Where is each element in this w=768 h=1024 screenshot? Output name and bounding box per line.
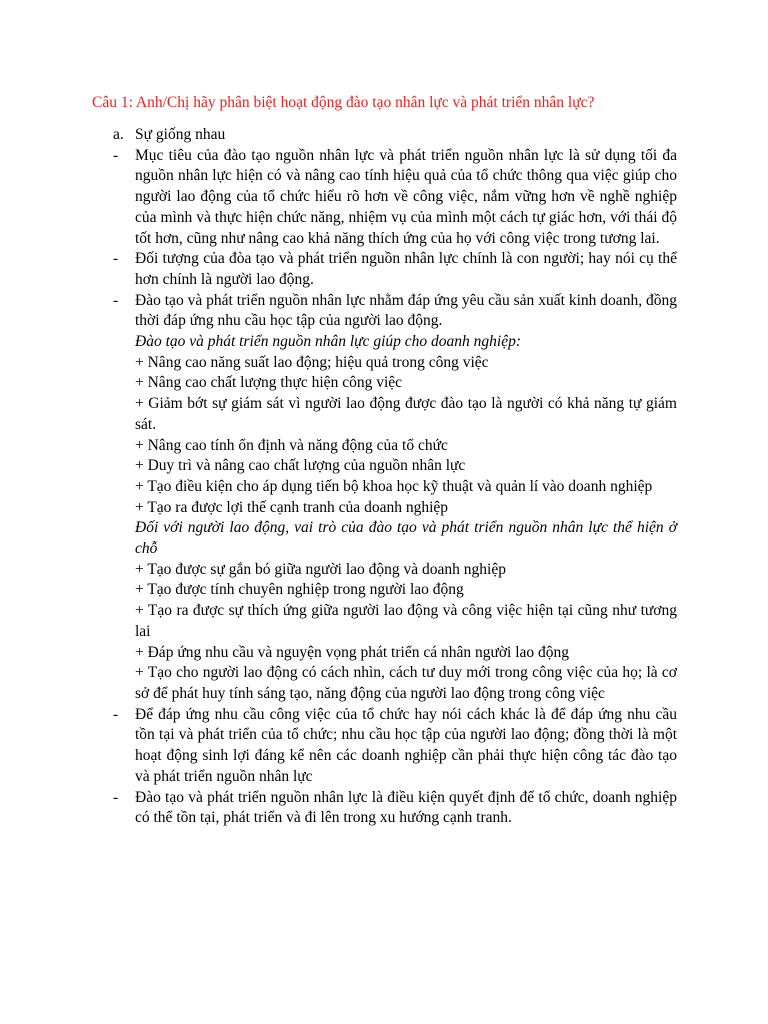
bullet-marker: - bbox=[113, 788, 119, 806]
section-a bbox=[113, 125, 677, 146]
enterprise-point: + Tạo ra được lợi thế cạnh tranh của doanh nghiệp bbox=[135, 498, 449, 516]
enterprise-point: + Nâng cao tính ổn định và năng động của tổ chức bbox=[135, 436, 448, 454]
section-label: Sự giống nhau bbox=[135, 126, 226, 143]
worker-point: + Tạo ra được sự thích ứng giữa người lao động và công việc hiện tại cũng như tương lai bbox=[135, 602, 677, 640]
section-marker: a. bbox=[113, 126, 124, 143]
bullet-text: Đào tạo và phát triển nguồn nhân lực là điều kiện quyết định để tổ chức, doanh nghiệp có thể tồn tại, phát triển và đi lên trong xu hướng cạnh tranh. bbox=[135, 788, 677, 827]
question-title: Câu 1: Anh/Chị hãy phân biệt hoạt động đào tạo nhân lực và phát triển nhân lực? bbox=[92, 94, 595, 111]
bullet-text: Mục tiêu của đào tạo nguồn nhân lực và phát triển nguồn nhân lực là sử dụng tối đa nguồn nhân lực hiện có và nâng cao tính hiệu quả của tổ chức thông qua việc giúp cho người lao động của tổ chức hiểu rõ hơn về công việc, nắm vững hơn về nghề nghiệp của mình và thực hiện chức năng, nhiệm vụ của mình một cách tự giác hơn, với thái độ tốt hơn, cũng như nâng cao khả năng thích ứng của họ với công việc trong tương lai. bbox=[135, 146, 677, 247]
bullet-marker: - bbox=[113, 705, 119, 723]
bullet-marker: - bbox=[113, 250, 119, 268]
enterprise-heading: Đào tạo và phát triển nguồn nhân lực giúp cho doanh nghiệp: bbox=[135, 333, 522, 351]
bullet-marker: - bbox=[113, 146, 119, 164]
bullet-marker: - bbox=[113, 291, 119, 309]
worker-heading: Đối với người lao động, vai trò của đào tạo và phát triển nguồn nhân lực thể hiện ở chỗ bbox=[135, 519, 677, 558]
worker-point: + Tạo được tính chuyên nghiệp trong người lao động bbox=[135, 581, 464, 599]
enterprise-point: + Nâng cao chất lượng thực hiện công việc bbox=[135, 374, 403, 392]
bullet-item bbox=[113, 788, 677, 829]
bullet-text: Đối tượng của đòa tạo và phát triển nguồn nhân lực chính là con người; hay nói cụ thể hơn chính là người lao động. bbox=[135, 250, 677, 288]
worker-point: + Tạo được sự gắn bó giữa người lao động và doanh nghiệp bbox=[135, 560, 506, 578]
enterprise-point: + Nâng cao năng suất lao động; hiệu quả trong công việc bbox=[135, 353, 489, 371]
bullet-item bbox=[113, 291, 677, 705]
bullet-text: Để đáp ứng nhu cầu công việc của tổ chức hay nói cách khác là để đáp ứng nhu cầu tồn tại và phát triển của tổ chức; nhu cầu học tập của người lao động; đồng thời là một hoạt động sinh lợi đáng kể nên các doanh nghiệp cần phải thực hiện công tác đào tạo và phát triển nguồn nhân lực bbox=[135, 705, 677, 785]
enterprise-point: + Giảm bớt sự giám sát vì người lao động được đào tạo là người có khả năng tự giám sát. bbox=[135, 395, 677, 433]
answer-body bbox=[113, 125, 677, 829]
enterprise-point: + Tạo điều kiện cho áp dụng tiến bộ khoa học kỹ thuật và quản lí vào doanh nghiệp bbox=[135, 477, 653, 495]
bullet-text: Đào tạo và phát triển nguồn nhân lực nhằm đáp ứng yêu cầu sản xuất kinh doanh, đồng thời đáp ứng nhu cầu học tập của người lao động. bbox=[135, 291, 677, 330]
bullet-item bbox=[113, 249, 677, 290]
worker-point: + Tạo cho người lao động có cách nhìn, cách tư duy mới trong công việc của họ; là cơ sở để phát huy tính sáng tạo, năng động của người lao động trong công việc bbox=[135, 664, 677, 702]
bullet-item bbox=[113, 705, 677, 788]
bullet-item bbox=[113, 146, 677, 250]
worker-point: + Đáp ứng nhu cầu và nguyện vọng phát triển cá nhân người lao động bbox=[135, 643, 570, 661]
enterprise-point: + Duy trì và nâng cao chất lượng của nguồn nhân lực bbox=[135, 457, 466, 475]
